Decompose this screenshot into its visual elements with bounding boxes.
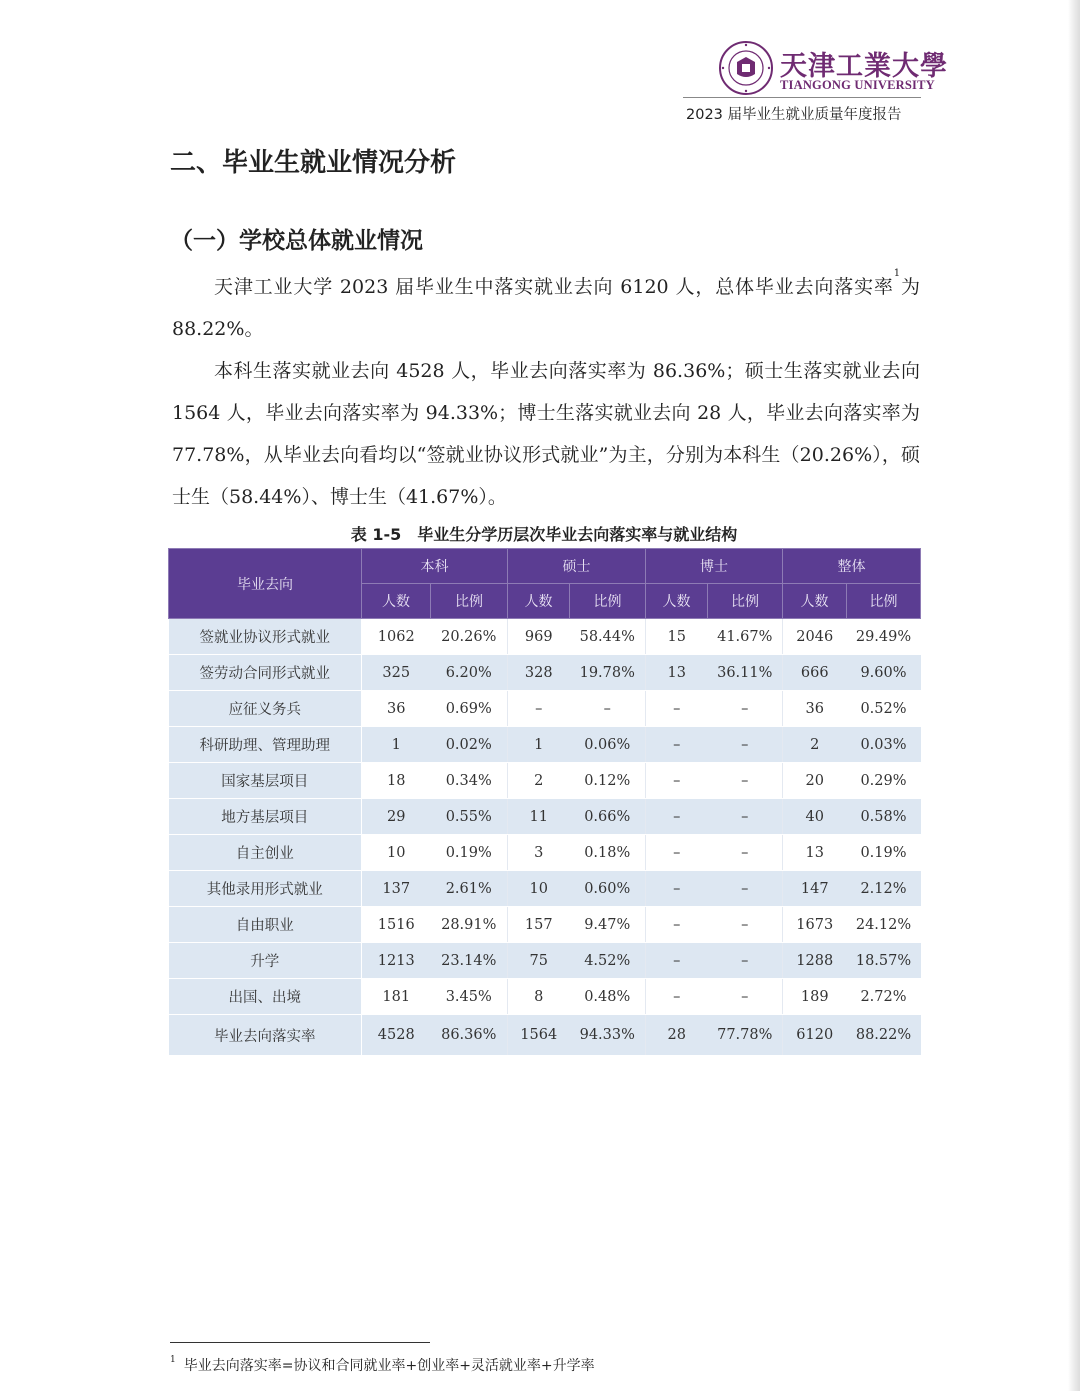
row-label: 签就业协议形式就业 <box>169 619 362 655</box>
cell-ratio: 23.14% <box>431 943 508 979</box>
cell-count: 2 <box>783 727 847 763</box>
cell-ratio: 0.69% <box>431 691 508 727</box>
cell-ratio: 0.29% <box>847 763 921 799</box>
cell-count: 147 <box>783 871 847 907</box>
cell-count: – <box>646 979 708 1015</box>
cell-ratio: 0.58% <box>847 799 921 835</box>
cell-ratio: – <box>708 943 783 979</box>
cell-count: – <box>646 691 708 727</box>
cell-count: 328 <box>508 655 570 691</box>
table-body <box>169 619 921 1056</box>
header-ratio: 比例 <box>708 584 783 619</box>
cell-count: 1 <box>508 727 570 763</box>
cell-ratio: – <box>708 799 783 835</box>
footnote-number: 1 <box>170 1355 176 1365</box>
table-row <box>169 871 921 907</box>
row-label: 国家基层项目 <box>169 763 362 799</box>
cell-ratio: 9.60% <box>847 655 921 691</box>
cell-ratio: – <box>570 691 646 727</box>
row-label: 科研助理、管理助理 <box>169 727 362 763</box>
cell-count: 11 <box>508 799 570 835</box>
cell-ratio: 2.12% <box>847 871 921 907</box>
table-row <box>169 1015 921 1056</box>
cell-ratio: 0.19% <box>431 835 508 871</box>
cell-count: 10 <box>508 871 570 907</box>
cell-ratio: 36.11% <box>708 655 783 691</box>
cell-count: – <box>646 943 708 979</box>
header-group-overall: 整体 <box>783 549 921 584</box>
paragraph-overall-rate <box>172 266 920 350</box>
footnote-rule <box>170 1342 430 1343</box>
cell-count: 4528 <box>362 1015 431 1056</box>
cell-count: 666 <box>783 655 847 691</box>
cell-count: 137 <box>362 871 431 907</box>
row-label: 其他录用形式就业 <box>169 871 362 907</box>
cell-count: – <box>508 691 570 727</box>
header-count: 人数 <box>362 584 431 619</box>
cell-count: 8 <box>508 979 570 1015</box>
university-name-cn: 天津工業大學 <box>780 51 948 82</box>
cell-ratio: 94.33% <box>570 1015 646 1056</box>
cell-ratio: 2.61% <box>431 871 508 907</box>
cell-count: 6120 <box>783 1015 847 1056</box>
employment-structure-table <box>168 548 921 1056</box>
row-label: 出国、出境 <box>169 979 362 1015</box>
cell-ratio: 0.03% <box>847 727 921 763</box>
cell-ratio: 0.48% <box>570 979 646 1015</box>
cell-ratio: 0.55% <box>431 799 508 835</box>
section-title: 二、毕业生就业情况分析 <box>170 148 457 178</box>
header-count: 人数 <box>783 584 847 619</box>
cell-count: 1673 <box>783 907 847 943</box>
cell-ratio: 0.19% <box>847 835 921 871</box>
page-edge-shadow <box>1068 0 1080 1391</box>
header-group-doctor: 博士 <box>646 549 783 584</box>
cell-ratio: 88.22% <box>847 1015 921 1056</box>
cell-ratio: 9.47% <box>570 907 646 943</box>
header-count: 人数 <box>508 584 570 619</box>
header-group-master: 硕士 <box>508 549 646 584</box>
cell-ratio: 0.12% <box>570 763 646 799</box>
cell-ratio: 20.26% <box>431 619 508 655</box>
cell-ratio: – <box>708 727 783 763</box>
cell-ratio: 0.52% <box>847 691 921 727</box>
cell-count: – <box>646 871 708 907</box>
cell-ratio: 2.72% <box>847 979 921 1015</box>
cell-count: 36 <box>362 691 431 727</box>
cell-ratio: 0.34% <box>431 763 508 799</box>
cell-count: 28 <box>646 1015 708 1056</box>
cell-count: 1564 <box>508 1015 570 1056</box>
cell-ratio: 29.49% <box>847 619 921 655</box>
table-row <box>169 907 921 943</box>
table-row <box>169 979 921 1015</box>
cell-count: – <box>646 799 708 835</box>
table-header-row <box>169 549 921 584</box>
paragraph-text: 为 88.22%。 <box>172 276 920 340</box>
cell-ratio: – <box>708 763 783 799</box>
cell-count: 75 <box>508 943 570 979</box>
row-label: 地方基层项目 <box>169 799 362 835</box>
cell-ratio: – <box>708 979 783 1015</box>
table-row <box>169 727 921 763</box>
cell-ratio: 3.45% <box>431 979 508 1015</box>
cell-ratio: 4.52% <box>570 943 646 979</box>
cell-count: 3 <box>508 835 570 871</box>
table-caption: 表 1-5 毕业生分学历层次毕业去向落实率与就业结构 <box>350 525 738 544</box>
cell-count: 325 <box>362 655 431 691</box>
cell-ratio: 0.60% <box>570 871 646 907</box>
row-label: 签劳动合同形式就业 <box>169 655 362 691</box>
table-row <box>169 943 921 979</box>
table-row <box>169 691 921 727</box>
header-group-undergrad: 本科 <box>362 549 508 584</box>
cell-ratio: 28.91% <box>431 907 508 943</box>
header-ratio: 比例 <box>570 584 646 619</box>
cell-ratio: 24.12% <box>847 907 921 943</box>
cell-count: – <box>646 835 708 871</box>
cell-count: 2 <box>508 763 570 799</box>
report-title: 2023 届毕业生就业质量年度报告 <box>686 107 902 123</box>
cell-count: 1516 <box>362 907 431 943</box>
table-row <box>169 799 921 835</box>
cell-count: 1213 <box>362 943 431 979</box>
paragraph-by-degree: 本科生落实就业去向 4528 人，毕业去向落实率为 86.36%；硕士生落实就业去向 1564 人，毕业去向落实率为 94.33%；博士生落实就业去向 28 人，毕业去向落实率为 77.78%，从毕业去向看均以“签就业协议形式就业”为主，分别为本科生（20.26%），硕士生（58.44%）、博士生（41.67%）。 <box>172 360 920 508</box>
cell-count: 1062 <box>362 619 431 655</box>
cell-count: 20 <box>783 763 847 799</box>
cell-count: – <box>646 907 708 943</box>
university-name-en: TIANGONG UNIVERSITY <box>780 78 935 92</box>
table-row <box>169 619 921 655</box>
cell-ratio: 77.78% <box>708 1015 783 1056</box>
row-label: 应征义务兵 <box>169 691 362 727</box>
row-label: 自主创业 <box>169 835 362 871</box>
cell-ratio: – <box>708 907 783 943</box>
cell-ratio: 0.02% <box>431 727 508 763</box>
header-ratio: 比例 <box>847 584 921 619</box>
cell-ratio: 86.36% <box>431 1015 508 1056</box>
table-row <box>169 835 921 871</box>
cell-count: – <box>646 763 708 799</box>
footnote-text: 毕业去向落实率=协议和合同就业率+创业率+灵活就业率+升学率 <box>183 1358 595 1374</box>
header-ratio: 比例 <box>431 584 508 619</box>
row-label: 毕业去向落实率 <box>169 1015 362 1056</box>
header-destination: 毕业去向 <box>169 549 362 619</box>
subsection-title: （一）学校总体就业情况 <box>170 228 423 254</box>
cell-count: 2046 <box>783 619 847 655</box>
cell-ratio: 6.20% <box>431 655 508 691</box>
cell-count: 29 <box>362 799 431 835</box>
cell-count: 10 <box>362 835 431 871</box>
cell-count: 18 <box>362 763 431 799</box>
cell-count: 13 <box>646 655 708 691</box>
cell-ratio: 19.78% <box>570 655 646 691</box>
cell-count: 1288 <box>783 943 847 979</box>
cell-count: 13 <box>783 835 847 871</box>
cell-ratio: 0.06% <box>570 727 646 763</box>
cell-count: 1 <box>362 727 431 763</box>
cell-count: 189 <box>783 979 847 1015</box>
cell-ratio: 41.67% <box>708 619 783 655</box>
row-label: 自由职业 <box>169 907 362 943</box>
cell-count: 157 <box>508 907 570 943</box>
cell-count: 40 <box>783 799 847 835</box>
cell-ratio: – <box>708 835 783 871</box>
table-row <box>169 655 921 691</box>
footnote <box>170 1355 595 1375</box>
cell-count: 181 <box>362 979 431 1015</box>
cell-ratio: – <box>708 691 783 727</box>
header-rule <box>683 97 921 98</box>
row-label: 升学 <box>169 943 362 979</box>
table-row <box>169 763 921 799</box>
cell-count: 969 <box>508 619 570 655</box>
cell-ratio: 0.18% <box>570 835 646 871</box>
cell-ratio: 0.66% <box>570 799 646 835</box>
cell-ratio: – <box>708 871 783 907</box>
paragraph-text: 天津工业大学 2023 届毕业生中落实就业去向 6120 人，总体毕业去向落实率 <box>214 276 894 298</box>
cell-count: 15 <box>646 619 708 655</box>
cell-ratio: 58.44% <box>570 619 646 655</box>
cell-count: 36 <box>783 691 847 727</box>
cell-count: – <box>646 727 708 763</box>
footnote-mark[interactable]: 1 <box>893 268 901 279</box>
university-seal-icon <box>718 40 774 96</box>
cell-ratio: 18.57% <box>847 943 921 979</box>
header-count: 人数 <box>646 584 708 619</box>
